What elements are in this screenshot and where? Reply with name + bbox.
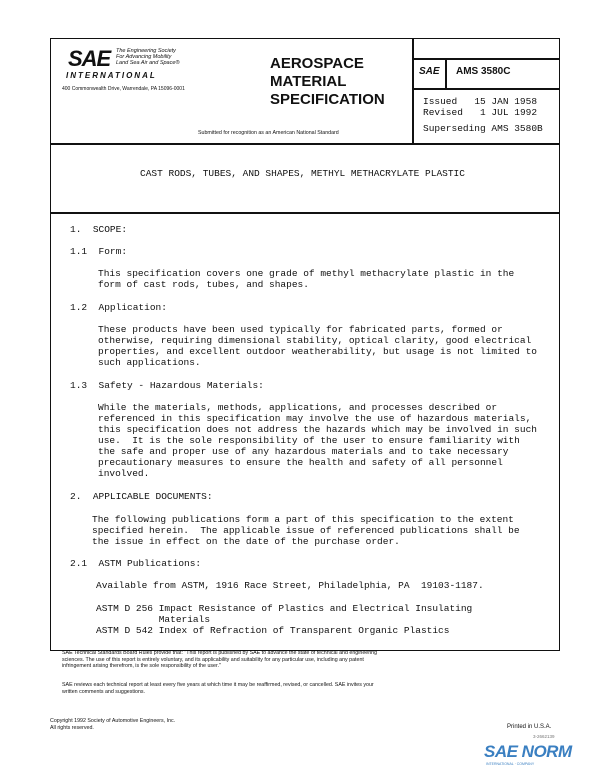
sae-norm-watermark: SAE NORM <box>484 742 572 761</box>
copyright-line: All rights reserved. <box>50 724 94 731</box>
astm-ref-line: Materials <box>96 614 211 625</box>
doc-type-line-1: AEROSPACE <box>270 55 364 72</box>
superseding-line: Superseding AMS 3580B <box>423 123 543 134</box>
board-rules-note <box>62 650 377 670</box>
issued-date: 15 JAN 1958 <box>474 96 538 107</box>
section-title: Form: <box>98 246 128 257</box>
international-label: INTERNATIONAL <box>66 71 157 80</box>
copyright-line: Copyright 1992 Society of Automotive Engineers, Inc. <box>50 718 176 724</box>
sae-small-logo: SAE <box>419 66 440 77</box>
section-title: APPLICABLE DOCUMENTS: <box>92 491 213 502</box>
section-number: 1.1 <box>70 246 88 257</box>
review-note <box>62 682 374 695</box>
body-line: the safe and proper use of any hazardous materials and to take necessary <box>98 446 509 457</box>
tagline-line-3 <box>116 60 180 66</box>
body-line: involved. <box>98 468 150 479</box>
doc-number: AMS 3580C <box>456 66 511 77</box>
header-bottom-rule <box>50 143 560 145</box>
body-line: This specification covers one grade of methyl methacrylate plastic in the <box>98 268 515 279</box>
registered-mark: ® <box>175 60 180 66</box>
body-line: the issue in effect on the date of the purchase order. <box>92 536 400 547</box>
body-line: form of cast rods, tubes, and shapes. <box>98 279 309 290</box>
section-title: Safety - Hazardous Materials: <box>98 380 264 391</box>
body-line: referenced in this specification may involve the use of hazardous materials, <box>98 413 532 424</box>
docnum-top-rule <box>412 58 560 60</box>
section-title: SCOPE: <box>92 224 128 235</box>
section-2-body <box>92 514 520 547</box>
section-1-2-body <box>98 324 537 368</box>
astm-ref-line: ASTM D 542 Index of Refraction of Transparent Organic Plastics <box>96 625 450 636</box>
tagline-line-3-text: Land Sea Air and Space <box>116 60 176 66</box>
section-2-1-body: Available from ASTM, 1916 Race Street, Philadelphia, PA 19103-1187. <box>96 580 484 591</box>
body-line: precautionary measures to ensure the health and safety of all personnel <box>98 457 503 468</box>
section-1-1-heading <box>70 246 127 257</box>
note-line: written comments and suggestions. <box>62 688 146 695</box>
section-number: 1.2 <box>70 302 88 313</box>
revised-line <box>423 107 537 118</box>
docnum-bottom-rule <box>412 88 560 90</box>
section-title: ASTM Publications: <box>98 558 202 569</box>
note-line: SAE reviews each technical report at least every five years at which time it may be reaffirmed, revised, or cancelled. SAE invites your <box>62 682 374 688</box>
copyright-note <box>50 718 175 731</box>
tagline-line-2: For Advancing Mobility <box>116 54 172 60</box>
issued-line <box>423 96 537 107</box>
sae-address: 400 Commonwealth Drive, Warrendale, PA 15096-0001 <box>62 86 185 92</box>
section-number: 1.3 <box>70 380 88 391</box>
submitted-note: Submitted for recognition as an American National Standard <box>198 130 339 136</box>
section-number: 2.1 <box>70 558 88 569</box>
body-line: specified herein. The applicable issue of referenced publications shall be <box>92 525 520 536</box>
title-bottom-rule <box>50 212 560 214</box>
body-line: The following publications form a part of this specification to the extent <box>92 514 514 525</box>
body-line: These products have been used typically for fabricated parts, formed or <box>98 324 503 335</box>
section-2-heading <box>70 491 213 502</box>
sae-norm-subline: INTERNATIONAL · COMPANY <box>486 762 535 766</box>
section-1-1-body <box>98 268 514 290</box>
astm-ref-line: ASTM D 256 Impact Resistance of Plastics and Electrical Insulating <box>96 603 473 614</box>
section-2-1-heading <box>70 558 201 569</box>
doc-type-line-3: SPECIFICATION <box>270 91 385 108</box>
print-code: 3-2662139 <box>533 734 555 739</box>
astm-reference-list <box>96 603 472 636</box>
section-1-2-heading <box>70 302 167 313</box>
note-line: sciences. The use of this report is entirely voluntary, and its applicability and suitability for any particular use, including any patent <box>62 656 364 663</box>
body-line: otherwise, requiring dimensional stability, optical clarity, good electrical <box>98 335 532 346</box>
doc-type <box>270 55 385 109</box>
section-1-heading <box>70 224 127 235</box>
spec-title: CAST RODS, TUBES, AND SHAPES, METHYL METHACRYLATE PLASTIC <box>140 168 465 179</box>
revised-date: 1 JUL 1992 <box>480 107 538 118</box>
body-line: such applications. <box>98 357 201 368</box>
body-line: properties, and excellent outdoor weatherability, but usage is not limited to <box>98 346 537 357</box>
section-1-3-heading <box>70 380 264 391</box>
note-line: infringement arising therefrom, is the sole responsibility of the user." <box>62 663 221 669</box>
sae-logo: SAE <box>68 46 111 71</box>
section-1-3-body <box>98 402 537 479</box>
note-line: SAE Technical Standards Board Rules provide that: "This report is published by SAE to advance the state of technical and engineering <box>62 650 378 656</box>
section-number: 1. <box>70 224 82 235</box>
section-title: Application: <box>98 302 167 313</box>
tagline <box>116 48 180 66</box>
tagline-line-1: The Engineering Society <box>116 48 176 54</box>
printed-in: Printed in U.S.A. <box>507 724 552 730</box>
body-line: this specification does not address the hazards which may be involved in such <box>98 424 537 435</box>
docnum-divider <box>445 58 447 89</box>
body-line: use. It is the sole responsibility of the user to ensure familiarity with <box>98 435 520 446</box>
issued-label: Issued <box>423 96 458 107</box>
doc-type-line-2: MATERIAL <box>270 73 347 90</box>
revised-label: Revised <box>423 107 463 118</box>
body-line: While the materials, methods, applications, and processes described or <box>98 402 498 413</box>
header-divider <box>412 38 414 144</box>
section-number: 2. <box>70 491 82 502</box>
